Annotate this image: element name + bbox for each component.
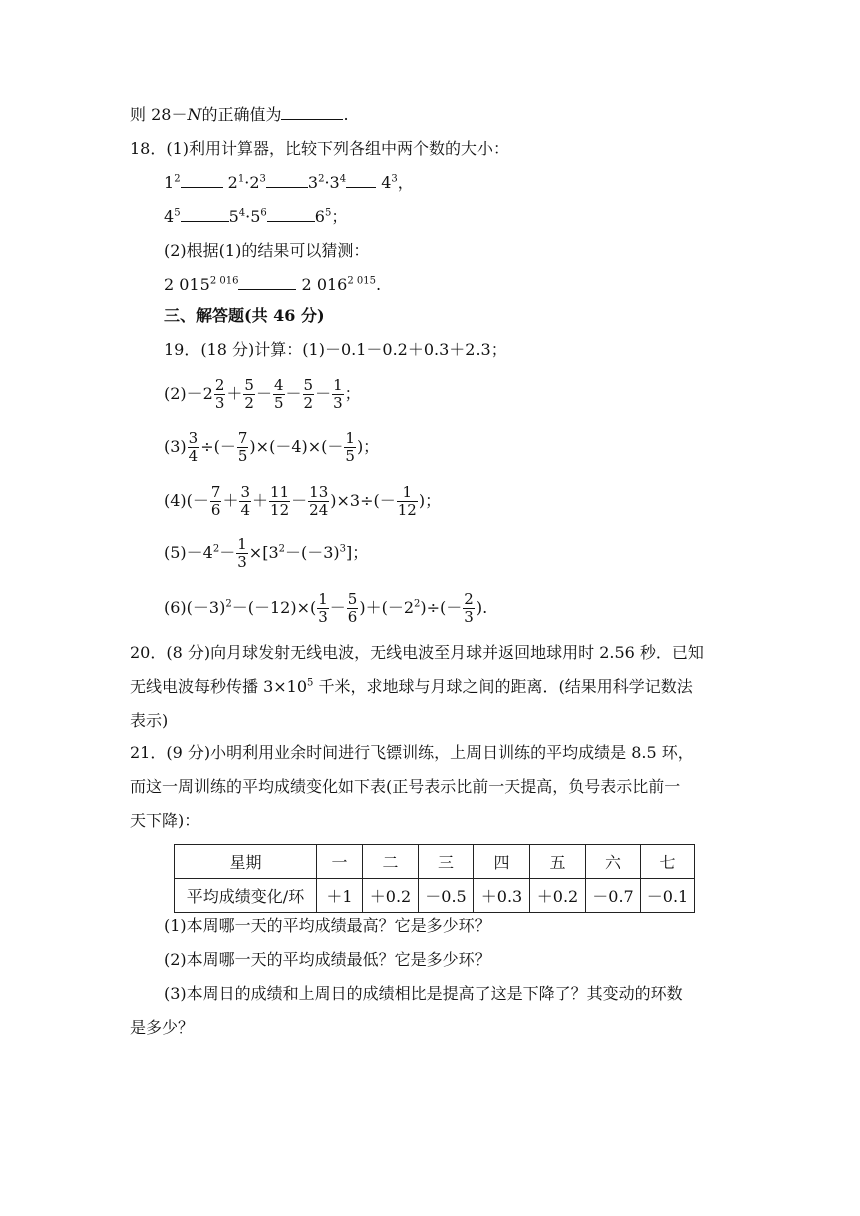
answer-blank[interactable] xyxy=(281,105,343,120)
table-cell: 平均成绩变化/环 xyxy=(175,879,317,913)
q18-part-2: (2)根据(1)的结果可以猜测： xyxy=(164,241,370,260)
answer-blank[interactable] xyxy=(181,207,229,222)
answer-blank[interactable] xyxy=(238,275,296,290)
table-header-row xyxy=(175,845,695,879)
q20-line-2: 无线电波每秒传播 $3\times 10^5$ 千米，求地球与月球之间的距离．(结果用科学记数法 xyxy=(130,677,693,696)
q20-line-1: 20．(8 分)向月球发射无线电波，无线电波至月球并返回地球用时 2.56 秒．已知 xyxy=(130,643,704,662)
q19-expr-4: (4)(－ $\frac{7}{6}$ ＋ $\frac{3}{4}$ ＋ $\frac{11}{12}$ － $\frac{13}{24}$ )×3÷(－ $\frac{1}{12}$ )； xyxy=(164,483,442,519)
table-cell: ＋0.3 xyxy=(474,879,530,913)
table-cell: －0.5 xyxy=(419,879,474,913)
q20-line-3: 表示) xyxy=(130,711,169,730)
q18-row-1: $1^2$ $2^1\cdot 2^3$ $3^2\cdot 3^4$ $4^3$， xyxy=(164,173,414,192)
table-cell: ＋0.2 xyxy=(530,879,586,913)
q19-expr-5: $(5)-4^2-$ $\frac{1}{3}$ $\times[3^2-(-3)^3]$； xyxy=(164,535,369,571)
table-cell: －0.7 xyxy=(586,879,641,913)
table-cell: 三 xyxy=(419,845,474,879)
table-cell: 四 xyxy=(474,845,530,879)
q21-line-1: 21．(9 分)小明利用业余时间进行飞镖训练，上周日训练的平均成绩是 8.5 环， xyxy=(130,743,694,762)
table-cell: 一 xyxy=(317,845,363,879)
q21-subquestion-1: (1)本周哪一天的平均成绩最高？它是多少环？ xyxy=(164,916,491,935)
q18-row-3: 2 $015^{2 016}$ 2 $016^{2 015}$. xyxy=(164,275,382,294)
q19-expr-2: (2)－2 $\frac{2}{3}$ ＋ $\frac{5}{2}$ － $\frac{4}{5}$ － $\frac{5}{2}$ － $\frac{1}{3}$ ； xyxy=(164,376,361,412)
q21-subquestion-3-cont: 是多少？ xyxy=(130,1018,195,1037)
q21-subquestion-2: (2)本周哪一天的平均成绩最低？它是多少环？ xyxy=(164,950,491,969)
answer-blank[interactable] xyxy=(266,173,308,188)
table-cell: 二 xyxy=(363,845,419,879)
q21-line-2: 而这一周训练的平均成绩变化如下表(正号表示比前一天提高，负号表示比前一 xyxy=(130,777,681,796)
table-cell: 星期 xyxy=(175,845,317,879)
score-change-table xyxy=(174,844,695,913)
answer-blank[interactable] xyxy=(346,173,376,188)
table-cell: ＋0.2 xyxy=(363,879,419,913)
table-row xyxy=(175,879,695,913)
table-cell: 七 xyxy=(641,845,695,879)
q19-expr-3: (3) $\frac{3}{4}$ ÷(－ $\frac{7}{5}$ )×(－4)×(－ $\frac{1}{5}$ )； xyxy=(164,429,380,465)
section-heading: 三、解答题(共 46 分) xyxy=(164,306,325,325)
table-cell: 六 xyxy=(586,845,641,879)
q19-heading: 19．(18 分)计算：(1)－0.1－0.2＋0.3＋2.3； xyxy=(164,340,507,359)
q18-heading: 18．(1)利用计算器，比较下列各组中两个数的大小： xyxy=(130,139,510,158)
q18-row-2: $4^5$ $5^4\cdot 5^6$ $6^5$； xyxy=(164,207,348,226)
table-cell: 五 xyxy=(530,845,586,879)
q19-expr-6: $(6)(-3)^2-(-12)\times$( $\frac{1}{3}$ － $\frac{5}{6}$ )$+(-2^2)\div(-$ $\frac{2}{3}$ ). xyxy=(164,590,488,626)
table-cell: －0.1 xyxy=(641,879,695,913)
table-cell: ＋1 xyxy=(317,879,363,913)
answer-blank[interactable] xyxy=(267,207,315,222)
q21-line-3: 天下降)： xyxy=(130,811,201,830)
q21-subquestion-3: (3)本周日的成绩和上周日的成绩相比是提高了这是下降了？其变动的环数 xyxy=(164,984,683,1003)
q17-answer-line: 则 28－N的正确值为 . xyxy=(130,105,349,124)
answer-blank[interactable] xyxy=(181,173,223,188)
